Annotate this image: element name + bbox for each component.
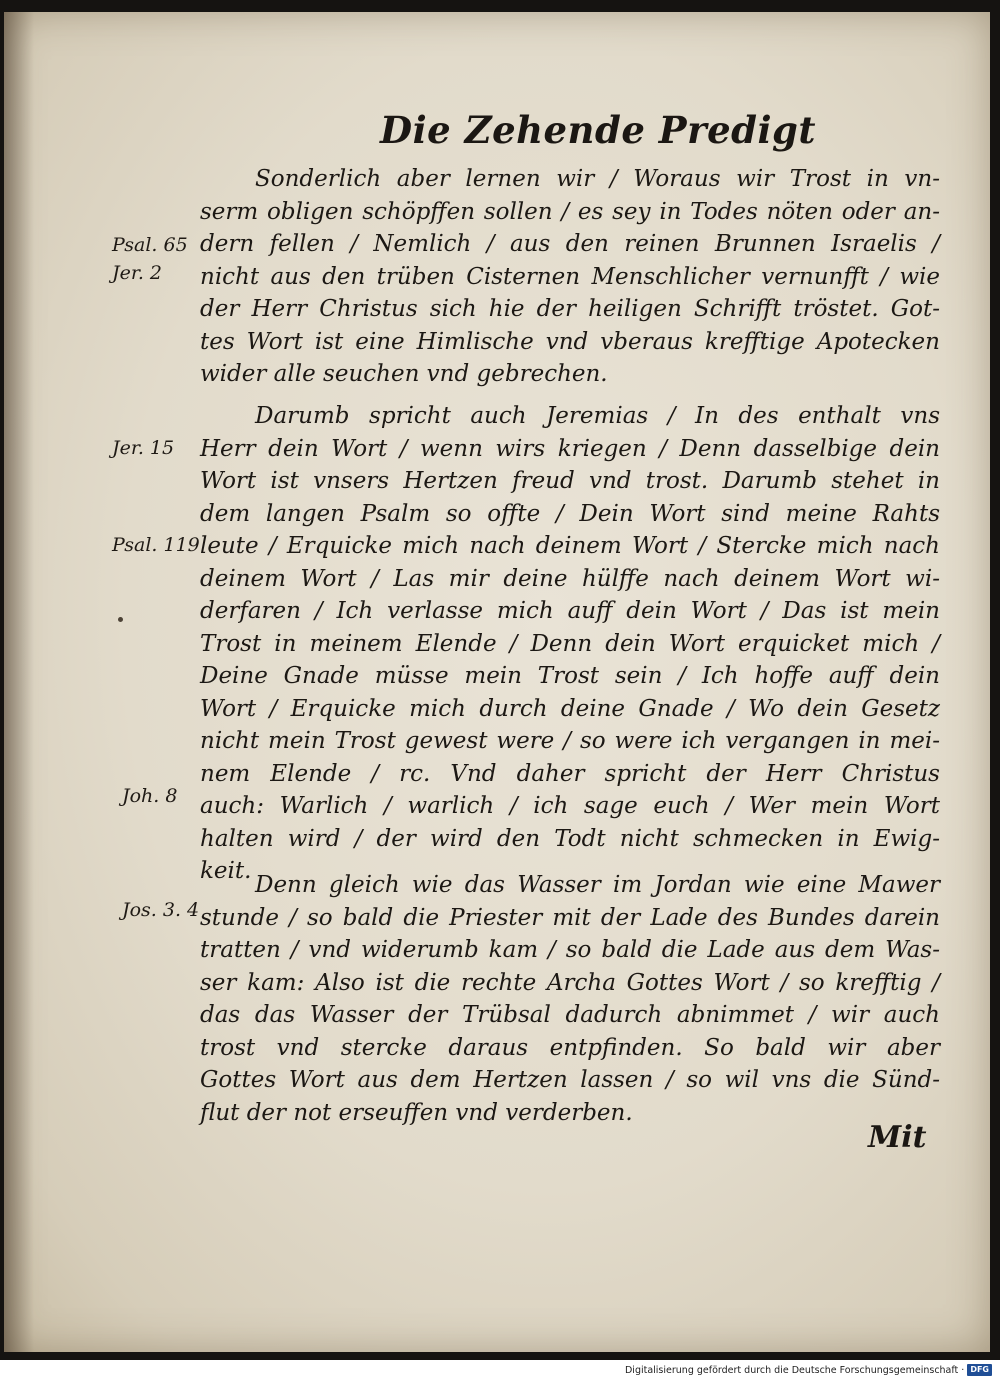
dfg-logo: DFG	[967, 1364, 992, 1376]
text-line: serm obligen schöpffen sollen / es sey in Todes nöten oder an-	[200, 198, 940, 225]
text-line: Herr dein Wort / wenn wirs kriegen / Denn dasselbige dein	[200, 435, 940, 462]
text-line: nem Elende / rc. Vnd daher spricht der Herr Christus	[200, 760, 940, 787]
marginal-note: Jos. 3. 4	[122, 899, 200, 921]
text-line: Darumb spricht auch Jeremias / In des enthalt vns	[255, 403, 940, 429]
text-line: wider alle seuchen vnd gebrechen.	[200, 361, 608, 387]
marginal-note: Psal. 119	[112, 534, 200, 556]
marginal-note: Jer. 15	[112, 437, 175, 459]
text-line: leute / Erquicke mich nach deinem Wort / Stercke mich nach	[200, 533, 940, 559]
credit-text: Digitalisierung gefördert durch die Deutsche Forschungsgemeinschaft ·	[624, 1364, 965, 1376]
text-line: Gottes Wort aus dem Hertzen lassen / so wil vns die Sünd-	[200, 1067, 940, 1093]
text-line: Deine Gnade müsse mein Trost sein / Ich hoffe auff dein	[200, 663, 940, 689]
paragraph-2	[200, 400, 940, 888]
catchword: Mit	[868, 1120, 927, 1155]
text-line: tes Wort ist eine Himlische vnd vberaus krefftige Apotecken	[200, 328, 940, 355]
text-line: keit.	[200, 858, 252, 884]
text-line: stunde / so bald die Priester mit der Lade des Bundes darein	[200, 904, 940, 931]
text-line: deinem Wort / Las mir deine hülffe nach deinem Wort wi-	[200, 565, 940, 592]
text-line: trost vnd stercke daraus entpfinden. So bald wir aber	[200, 1034, 940, 1061]
text-line: auch: Warlich / warlich / ich sage euch / Wer mein Wort	[200, 793, 940, 819]
page-gutter-shadow	[4, 12, 34, 1352]
text-line: der Herr Christus sich hie der heiligen Schrifft tröstet. Got-	[200, 296, 940, 322]
marginal-note: Jer. 2	[112, 262, 163, 284]
text-line: tratten / vnd widerumb kam / so bald die Lade aus dem Was-	[200, 937, 940, 963]
ink-speck	[118, 617, 123, 622]
text-line: derfaren / Ich verlasse mich auff dein Wort / Das ist mein	[200, 598, 940, 624]
text-line: Sonderlich aber lernen wir / Woraus wir Trost in vn-	[255, 166, 940, 192]
running-header: Die Zehende Predigt	[380, 108, 816, 152]
paragraph-3	[200, 869, 940, 1129]
text-line: Trost in meinem Elende / Denn dein Wort erquicket mich /	[200, 630, 940, 657]
text-line: das das Wasser der Trübsal dadurch abnimmet / wir auch	[200, 1002, 940, 1028]
text-line: flut der not erseuffen vnd verderben.	[200, 1099, 633, 1126]
text-line: Denn gleich wie das Wasser im Jordan wie eine Mawer	[255, 872, 940, 898]
text-line: halten wird / der wird den Todt nicht schmecken in Ewig-	[200, 825, 940, 852]
text-line: Wort ist vnsers Hertzen freud vnd trost. Darumb stehet in	[200, 468, 940, 494]
paragraph-1	[200, 163, 940, 391]
text-line: dem langen Psalm so offte / Dein Wort sind meine Rahts	[200, 500, 940, 527]
marginal-note: Joh. 8	[122, 785, 178, 807]
text-line: nicht mein Trost gewest were / so were ich vergangen in mei-	[200, 728, 940, 754]
text-line: ser kam: Also ist die rechte Archa Gottes Wort / so krefftig /	[200, 969, 940, 996]
marginal-note: Psal. 65	[112, 234, 188, 256]
text-line: Wort / Erquicke mich durch deine Gnade / Wo dein Gesetz	[200, 695, 940, 722]
text-line: nicht aus den trüben Cisternen Menschlicher vernunfft / wie	[200, 263, 940, 290]
text-line: dern fellen / Nemlich / aus den reinen Brunnen Israelis /	[200, 231, 940, 257]
digitization-credit	[625, 1363, 992, 1377]
